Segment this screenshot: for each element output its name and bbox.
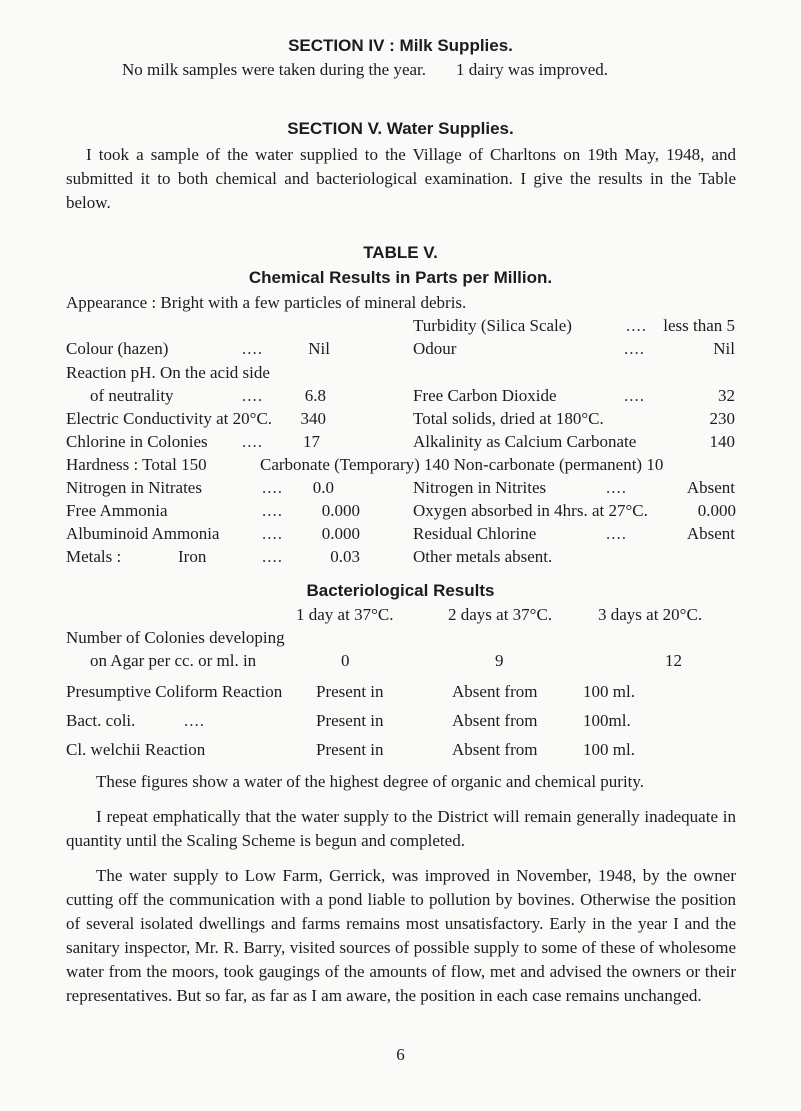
iron-label: Iron xyxy=(178,547,207,566)
co2-value: 32 xyxy=(718,386,735,405)
residual-value: Absent xyxy=(686,524,735,543)
reaction-label-1: Reaction pH. On the acid side xyxy=(66,363,270,382)
conductivity-label: Electric Conductivity at 20°C. xyxy=(66,409,273,428)
bact-coli-2-days: Absent from xyxy=(452,711,538,730)
colonies-label-1: Number of Colonies developing xyxy=(66,628,285,647)
chlorine-label: Chlorine in Colonies xyxy=(66,432,208,451)
solids-value: 230 xyxy=(709,409,735,428)
bact-col-1-header: 1 day at 37°C. xyxy=(296,605,394,624)
bact-coli-label: Bact. coli. xyxy=(66,711,136,730)
chlorine-leader: .... xyxy=(242,432,263,451)
odour-leader: .... xyxy=(624,339,645,358)
bact-coli-3-days: 100ml. xyxy=(583,711,631,730)
section-iv-heading: SECTION IV : Milk Supplies. xyxy=(288,36,513,55)
welchii-2-days: Absent from xyxy=(452,740,538,759)
solids-label: Total solids, dried at 180°C. xyxy=(413,409,604,428)
albuminoid-leader: .... xyxy=(262,524,283,543)
ammonia-value: 0.000 xyxy=(321,501,360,520)
bact-col-3-header: 3 days at 20°C. xyxy=(598,605,703,624)
colonies-value-3: 12 xyxy=(665,651,682,670)
alkalinity-label: Alkalinity as Calcium Carbonate xyxy=(413,432,637,451)
turbidity-label: Turbidity (Silica Scale) xyxy=(413,316,572,335)
coliform-1-day: Present in xyxy=(316,682,384,701)
bact-title: Bacteriological Results xyxy=(306,581,495,600)
colour-value: Nil xyxy=(308,339,330,358)
reaction-label-2: of neutrality xyxy=(90,386,174,405)
page-number: 6 xyxy=(396,1045,405,1064)
colonies-value-1: 0 xyxy=(341,651,350,670)
colour-leader: .... xyxy=(242,339,263,358)
albuminoid-label: Albuminoid Ammonia xyxy=(66,524,220,543)
metals-label: Metals : xyxy=(66,547,122,566)
albuminoid-value: 0.000 xyxy=(321,524,360,543)
chlorine-value: 17 xyxy=(303,432,320,451)
iron-leader: .... xyxy=(262,547,283,566)
bact-coli-leader: .... xyxy=(184,711,205,730)
turbidity-value: less than 5 xyxy=(663,316,735,335)
conductivity-value: 340 xyxy=(300,409,326,428)
iron-value: 0.03 xyxy=(330,547,360,566)
reaction-value: 6.8 xyxy=(304,386,326,405)
other-metals-text: Other metals absent. xyxy=(413,547,553,566)
oxygen-value: 0.000 xyxy=(697,501,736,520)
section-v-paragraph: I took a sample of the water supplied to the Village of Charltons on 19th May, 1948, and submitted it to both chemical and bacteriological examination. I give the results in the Table below. xyxy=(66,145,736,212)
ammonia-leader: .... xyxy=(262,501,283,520)
welchii-1-day: Present in xyxy=(316,740,384,759)
turbidity-leader: .... xyxy=(626,316,647,335)
milk-samples-text: No milk samples were taken during the year. xyxy=(122,60,427,79)
coliform-2-days: Absent from xyxy=(452,682,538,701)
hardness-label: Hardness : Total 150 xyxy=(66,455,207,474)
co2-label: Free Carbon Dioxide xyxy=(413,386,557,405)
ammonia-label: Free Ammonia xyxy=(66,501,168,520)
bact-col-2-header: 2 days at 37°C. xyxy=(448,605,553,624)
dairy-improved-text: 1 dairy was improved. xyxy=(456,60,609,79)
nitrites-label: Nitrogen in Nitrites xyxy=(413,478,547,497)
colour-label: Colour (hazen) xyxy=(66,339,169,358)
oxygen-label: Oxygen absorbed in 4hrs. at 27°C. xyxy=(413,501,648,520)
reaction-leader: .... xyxy=(242,386,263,405)
coliform-3-days: 100 ml. xyxy=(583,682,635,701)
closing-paragraph-2: I repeat emphatically that the water supply to the District will remain generally inadequate in quantity until the Scaling Scheme is begun and completed. xyxy=(66,807,736,850)
table-title: TABLE V. xyxy=(363,243,438,262)
appearance-line: Appearance : Bright with a few particles of mineral debris. xyxy=(66,293,467,312)
welchii-label: Cl. welchii Reaction xyxy=(66,740,206,759)
closing-paragraph-3: The water supply to Low Farm, Gerrick, was improved in November, 1948, by the owner cutting off the communication with a pond liable to pollution by bovines. Otherwise the position of several isolated dwellings and farms remains most unsatisfactory. Early in the year I and the sanitary inspector, Mr. R. Barry, visited sources of possible supply to some of these of wholesome water from the moors, took gaugings of the amounts of flow, met and advised the owners or their representatives. But so far, as far as I am aware, the position in each case remains unchanged. xyxy=(66,866,736,1005)
residual-leader: .... xyxy=(606,524,627,543)
coliform-label: Presumptive Coliform Reaction xyxy=(66,682,283,701)
nitrates-leader: .... xyxy=(262,478,283,497)
nitrates-value: 0.0 xyxy=(312,478,334,497)
nitrites-leader: .... xyxy=(606,478,627,497)
colonies-label-2: on Agar per cc. or ml. in xyxy=(90,651,257,670)
nitrates-label: Nitrogen in Nitrates xyxy=(66,478,202,497)
alkalinity-value: 140 xyxy=(709,432,735,451)
odour-label: Odour xyxy=(413,339,457,358)
nitrites-value: Absent xyxy=(686,478,735,497)
residual-label: Residual Chlorine xyxy=(413,524,537,543)
table-subtitle: Chemical Results in Parts per Million. xyxy=(248,268,553,287)
odour-value: Nil xyxy=(713,339,735,358)
bact-coli-1-day: Present in xyxy=(316,711,384,730)
welchii-3-days: 100 ml. xyxy=(583,740,635,759)
hardness-detail: Carbonate (Temporary) 140 Non-carbonate (permanent) 10 xyxy=(260,455,664,474)
closing-paragraph-1: These figures show a water of the highest degree of organic and chemical purity. xyxy=(96,772,645,791)
section-v-heading: SECTION V. Water Supplies. xyxy=(287,119,514,138)
co2-leader: .... xyxy=(624,386,645,405)
colonies-value-2: 9 xyxy=(495,651,504,670)
